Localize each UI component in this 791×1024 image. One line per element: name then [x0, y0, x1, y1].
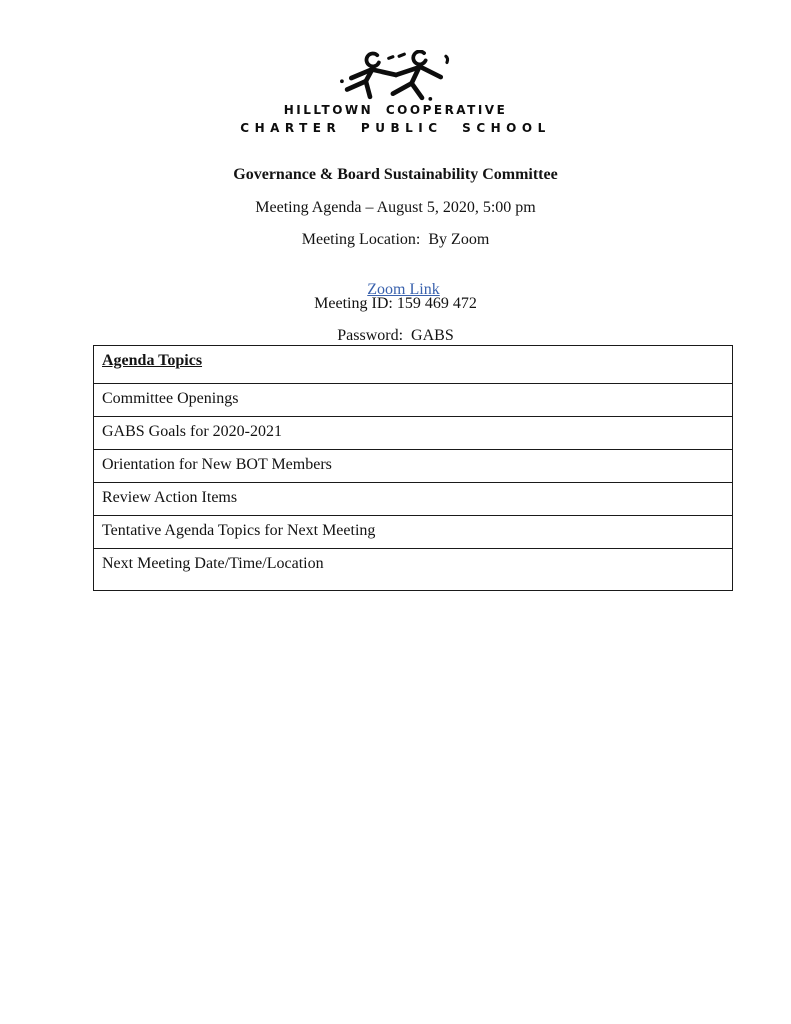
password-line: Password: GABS [337, 327, 454, 344]
agenda-topic-label: Review Action Items [102, 489, 238, 506]
table-row [94, 417, 732, 450]
agenda-topic-label: Committee Openings [102, 390, 239, 407]
meeting-id-line: Meeting ID: 159 469 472 [314, 295, 477, 312]
committee-title: Governance & Board Sustainability Committee [233, 166, 558, 183]
table-row [94, 516, 732, 549]
agenda-topic-label: Next Meeting Date/Time/Location [102, 555, 324, 572]
school-name-line1: HILLTOWN COOPERATIVE [283, 103, 508, 117]
meeting-location-line: Meeting Location: By Zoom [301, 231, 490, 248]
meeting-agenda-line: Meeting Agenda – August 5, 2020, 5:00 pm [255, 199, 536, 216]
agenda-topic-label: GABS Goals for 2020-2021 [102, 423, 282, 440]
agenda-table-header-row [94, 346, 732, 384]
table-row [94, 384, 732, 417]
table-row [94, 549, 732, 590]
agenda-topic-label: Orientation for New BOT Members [102, 456, 332, 473]
agenda-topic-label: Tentative Agenda Topics for Next Meeting [102, 522, 376, 539]
table-row [94, 450, 732, 483]
school-name-line2: CHARTER PUBLIC SCHOOL [240, 121, 551, 135]
agenda-table-header-label: Agenda Topics [102, 352, 203, 369]
two-stick-figures-dancing-icon [337, 50, 455, 102]
zoom-link[interactable]: Zoom Link [367, 281, 440, 298]
school-logo [0, 50, 791, 135]
table-row [94, 483, 732, 516]
agenda-topics-table [93, 345, 733, 591]
